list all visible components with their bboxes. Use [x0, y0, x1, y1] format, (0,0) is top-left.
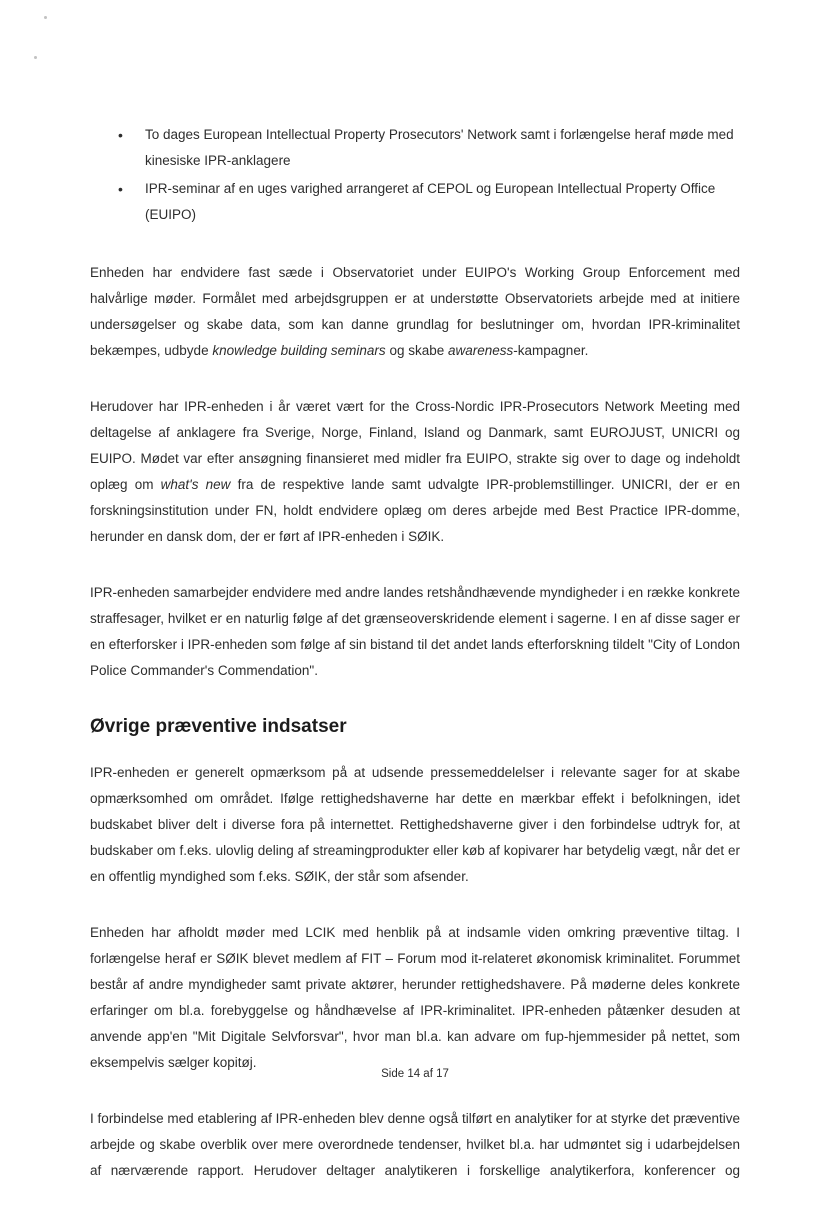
italic-text-run: what's new: [160, 477, 231, 492]
paragraph: [90, 760, 740, 890]
text-run: fra de respektive lande samt udvalgte IPR-problemstillinger. UNICRI, der er en forskningsinstitution under FN, holdt endvidere oplæg om deres arbejde med Best Practice IPR-domme, herunder en dansk dom, der er ført af IPR-enheden i SØIK.: [90, 477, 740, 544]
paragraph: [90, 260, 740, 364]
document-content: [90, 122, 740, 1214]
italic-text-run: awareness: [447, 343, 514, 358]
text-run: Enheden har endvidere fast sæde i Observatoriet under EUIPO's Working Group Enforcement med halvårlige møder. Formålet med arbejdsgruppen er at understøtte Observatoriets arbejde med at initiere undersøgelser og skabe data, som kan danne grundlag for beslutninger om, hvordan IPR-kriminalitet bekæmpes, udbyde: [90, 265, 740, 358]
paragraph: [90, 394, 740, 550]
paragraph: [90, 920, 740, 1076]
text-run: IPR-enheden samarbejder endvidere med andre landes retshåndhævende myndigheder i en række konkrete straffesager, hvilket er en naturlig følge af det grænseoverskridende element i sagerne. I en af disse sager er en efterforsker i IPR-enheden som følge af sin bistand til det andet lands efterforskning tildelt "City of London Police Commander's Commendation".: [90, 585, 740, 678]
page-number: Side 14 af 17: [381, 1068, 449, 1080]
paragraph: [90, 580, 740, 684]
bullet-item: [118, 176, 740, 228]
text-run: IPR-seminar af en uges varighed arrangeret af CEPOL og European Intellectual Property Office (EUIPO): [145, 181, 716, 222]
bullet-list: [118, 122, 740, 228]
italic-text-run: knowledge building seminars: [212, 343, 386, 358]
text-run: og skabe: [385, 343, 448, 358]
bullet-item: [118, 122, 740, 174]
section-heading: Øvrige præventive indsatser: [90, 716, 347, 737]
text-run: Herudover har IPR-enheden i år været vært for the Cross-Nordic IPR-Prosecutors Network Meeting med deltagelse af anklagere fra Sverige, Norge, Finland, Island og Danmark, samt EUROJUST, UNICRI og EUIPO. Mødet var efter ansøgning finansieret med midler fra EUIPO, strakte sig over to dage og indeholdt oplæg om: [90, 399, 740, 492]
text-run: -kampagner.: [513, 343, 589, 358]
text-run: IPR-enheden er generelt opmærksom på at udsende pressemeddelelser i relevante sager for at skabe opmærksomhed om området. Ifølge rettighedshaverne har dette en mærkbar effekt i befolkningen, idet budskabet bliver delt i diverse fora på internettet. Rettighedshaverne giver i den forbindelse udtryk for, at budskaber om f.eks. ulovlig deling af streamingprodukter eller køb af kopivarer har betydelig vægt, når det er en offentlig myndighed som f.eks. SØIK, der står som afsender.: [90, 765, 740, 884]
scan-artifact: [44, 16, 47, 19]
text-run: I forbindelse med etablering af IPR-enheden blev denne også tilført en analytiker for at styrke det præventive arbejde og skabe overblik over mere overordnede tendenser, hvilket bl.a. har udmøntet sig i udarbejdelsen af nærværende rapport. Herudover deltager analytikeren i forskellige analytikerfora, konferencer og: [90, 1111, 740, 1178]
paragraph: [90, 1106, 740, 1184]
text-run: Enheden har afholdt møder med LCIK med henblik på at indsamle viden omkring præventive tiltag. I forlængelse heraf er SØIK blevet medlem af FIT – Forum mod it-relateret økonomisk kriminalitet. Forummet består af andre myndigheder samt private aktører, herunder rettighedshavere. På møderne deles konkrete erfaringer om bl.a. forebyggelse og håndhævelse af IPR-kriminalitet. IPR-enheden påtænker desuden at anvende app'en "Mit Digitale Selvforsvar", hvor man bl.a. kan advare om fup-hjemmesider på nettet, som eksempelvis sælger kopitøj.: [90, 925, 740, 1070]
scan-artifact: [34, 56, 37, 59]
text-run: To dages European Intellectual Property Prosecutors' Network samt i forlængelse heraf møde med kinesiske IPR-anklagere: [145, 127, 734, 168]
